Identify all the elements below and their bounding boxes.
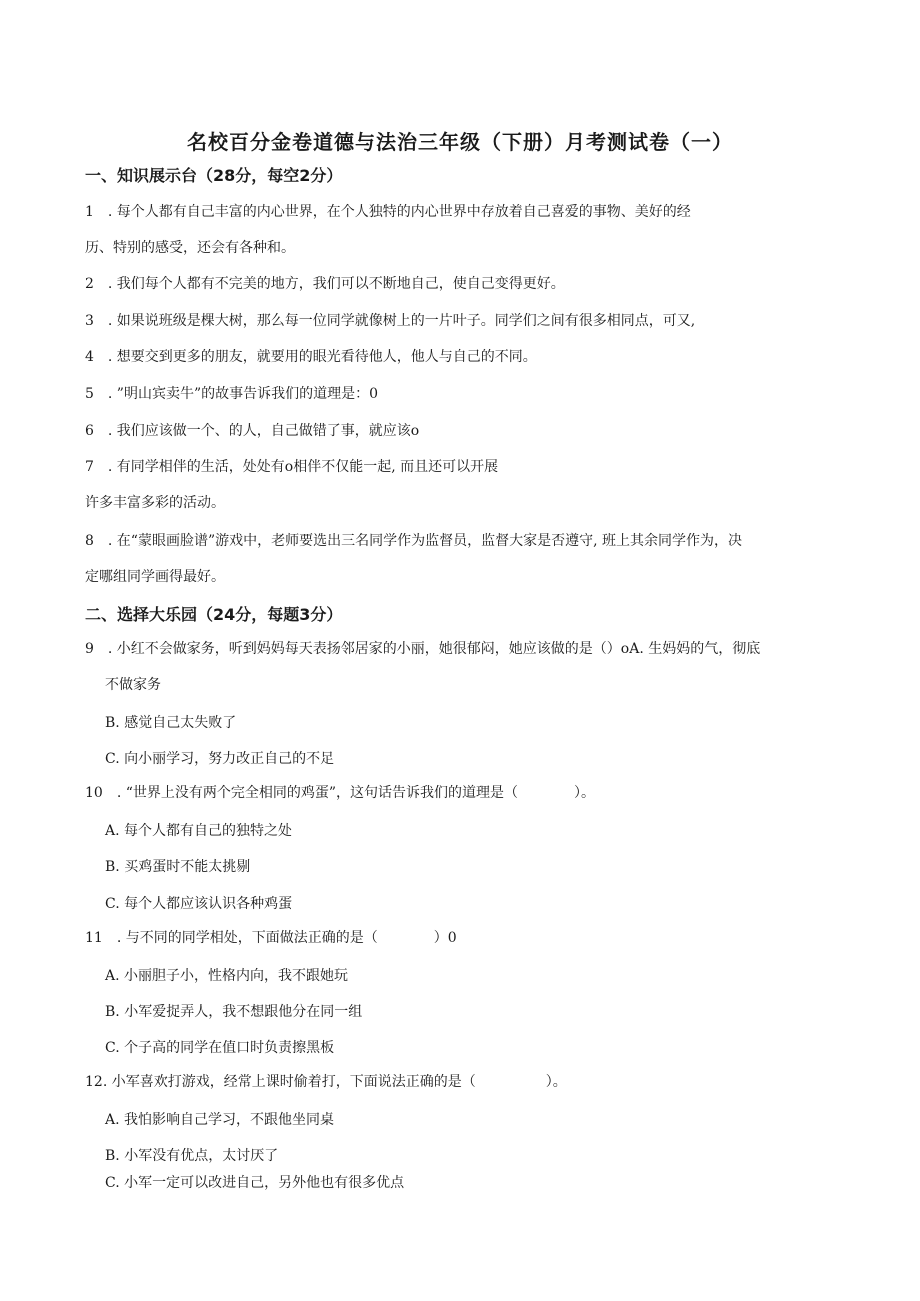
- question-5: 5 . ”明山宾卖牛”的故事告诉我们的道理是：0: [85, 386, 379, 402]
- question-7-cont: 许多丰富多彩的活动。: [85, 495, 225, 511]
- question-6: 6 . 我们应该做一个、的人，自己做错了事，就应该o: [85, 423, 420, 439]
- question-11: 11 . 与不同的同学相处，下面做法正确的是（ ）0: [85, 930, 457, 946]
- question-11-option-b: B. 小军爱捉弄人，我不想跟他分在同一组: [105, 1004, 363, 1020]
- question-10-option-a: A. 每个人都有自己的独特之处: [105, 823, 293, 839]
- question-9-option-b: B. 感觉自己太失败了: [105, 715, 237, 731]
- question-9: 9 . 小红不会做家务，听到妈妈每天表扬邻居家的小丽，她很郁闷，她应该做的是（）oA. 生妈妈的气，彻底: [85, 641, 761, 657]
- question-1-cont: 历、特别的感受，还会有各种和。: [85, 240, 295, 256]
- question-2: 2 . 我们每个人都有不完美的地方，我们可以不断地自己，使自己变得更好。: [85, 276, 565, 292]
- question-8: 8 . 在“蒙眼画脸谱”游戏中，老师要选出三名同学作为监督员，监督大家是否遵守, 班上其余同学作为，决: [85, 533, 743, 549]
- question-12-option-b: B. 小军没有优点，太讨厌了: [105, 1148, 279, 1164]
- question-9-cont: 不做家务: [105, 677, 161, 693]
- question-4: 4 . 想要交到更多的朋友，就要用的眼光看待他人，他人与自己的不同。: [85, 349, 537, 365]
- question-3: 3 . 如果说班级是棵大树，那么每一位同学就像树上的一片叶子。同学们之间有很多相同点，可又,: [85, 313, 696, 329]
- question-11-option-a: A. 小丽胆子小，性格内向，我不跟她玩: [105, 968, 349, 984]
- question-1: 1 . 每个人都有自己丰富的内心世界，在个人独特的内心世界中存放着自己喜爱的事物、美好的经: [85, 204, 691, 220]
- question-12-option-a: A. 我怕影响自己学习，不跟他坐同桌: [105, 1112, 335, 1128]
- question-10-option-b: B. 买鸡蛋时不能太挑剔: [105, 859, 251, 875]
- question-8-cont: 定哪组同学画得最好。: [85, 569, 225, 585]
- question-10-option-c: C. 每个人都应该认识各种鸡蛋: [105, 896, 293, 912]
- section-heading-choice: 二、选择大乐园（24分，每题3分）: [85, 605, 343, 624]
- question-9-option-c: C. 向小丽学习，努力改正自己的不足: [105, 751, 335, 767]
- page-title: 名校百分金卷道德与法治三年级（下册）月考测试卷（一）: [187, 130, 733, 154]
- question-7: 7 . 有同学相伴的生活，处处有o相伴不仅能一起, 而且还可以开展: [85, 459, 499, 475]
- section-heading-knowledge: 一、知识展示台（28分，每空2分）: [85, 166, 343, 185]
- question-12-option-c: C. 小军一定可以改进自己，另外他也有很多优点: [105, 1175, 405, 1191]
- question-11-option-c: C. 个子高的同学在值口时负责擦黑板: [105, 1040, 335, 1056]
- question-10: 10 . “世界上没有两个完全相同的鸡蛋”，这句话告诉我们的道理是（ ）。: [85, 785, 596, 801]
- question-12: 12. 小军喜欢打游戏，经常上课时偷着打，下面说法正确的是（ ）。: [85, 1074, 567, 1090]
